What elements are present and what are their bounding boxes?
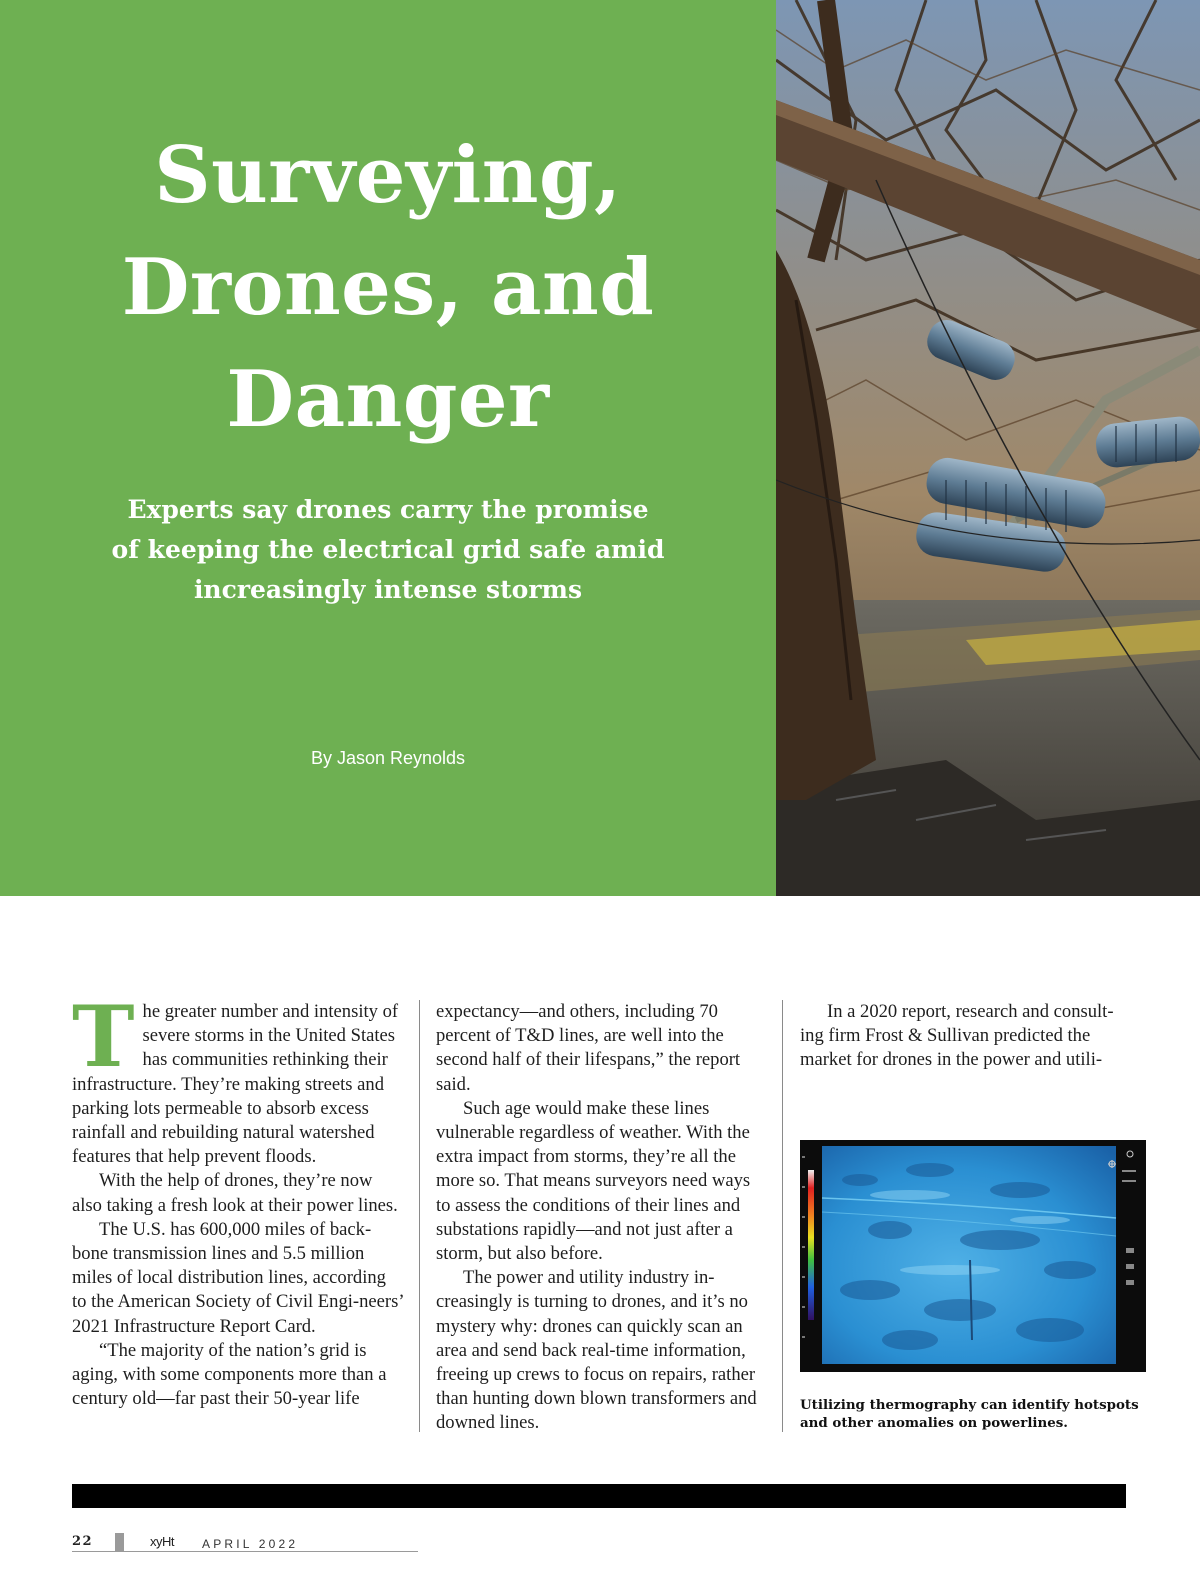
title-line-1: Surveying, bbox=[154, 130, 622, 221]
article-subtitle bbox=[60, 490, 716, 610]
paragraph: With the help of drones, they’re now also taking a fresh look at their power lines. bbox=[72, 1170, 398, 1216]
issue-date: APRIL 2022 bbox=[202, 1537, 299, 1551]
byline: By Jason Reynolds bbox=[310, 748, 466, 768]
column-divider bbox=[419, 1000, 420, 1432]
subtitle-line-3: increasingly intense storms bbox=[193, 575, 583, 604]
paragraph: he greater number and intensity of severe storms in the United States has communities rethinking their infrastructure. They’re making streets and parking lots permeable to absorb excess rainfall and rebuilding natural watershed features that help prevent floods. bbox=[72, 1001, 399, 1168]
dropcap: T bbox=[72, 987, 135, 1086]
paragraph: The power and utility industry in-creasingly is turning to drones, and it’s no mystery why: drones can quickly scan an area and send back real-time information, freeing up crews to focus on repairs, rather than hunting down blown transformers and downed lines. bbox=[436, 1267, 757, 1434]
hero-photo-illustration bbox=[776, 0, 1200, 896]
article-title bbox=[0, 120, 776, 456]
subtitle-line-2: of keeping the electrical grid safe amid bbox=[111, 535, 665, 564]
hero-photo-storm-damaged-power-pole bbox=[776, 0, 1200, 896]
figure-caption: Utilizing thermography can identify hotspots and other anomalies on powerlines. bbox=[800, 1397, 1139, 1431]
paragraph: “The majority of the nation’s grid is aging, with some components more than a century old—far past their 50-year life bbox=[72, 1339, 387, 1410]
paragraph: The U.S. has 600,000 miles of back-bone transmission lines and 5.5 million miles of local distribution lines, according to the American Society of Civil Engi-neers’ 2021 Infrastructure Report Card. bbox=[72, 1218, 404, 1337]
paragraph: In a 2020 report, research and consult-ing firm Frost & Sullivan predicted the market for drones in the power and utili- bbox=[800, 1001, 1114, 1071]
title-line-2: Drones, and bbox=[121, 242, 655, 333]
hero-panel bbox=[0, 0, 776, 896]
folio-rule bbox=[72, 1551, 418, 1552]
paragraph: expectancy—and others, including 70 percent of T&D lines, are well into the second half of their lifespans,” the report said. bbox=[436, 1001, 741, 1095]
folio-divider bbox=[115, 1533, 124, 1551]
subtitle-line-1: Experts say drones carry the promise bbox=[127, 495, 649, 524]
page-number: 22 bbox=[72, 1534, 94, 1549]
footer-bar bbox=[72, 1484, 1126, 1508]
title-line-3: Danger bbox=[226, 354, 550, 445]
article-column-3 bbox=[800, 1000, 1130, 1073]
magazine-name: xyHt bbox=[150, 1534, 174, 1549]
column-divider bbox=[782, 1000, 783, 1432]
article-column-2 bbox=[436, 1000, 766, 1436]
thermal-image-illustration bbox=[800, 1140, 1146, 1372]
article-column-1 bbox=[72, 987, 404, 1411]
paragraph: Such age would make these lines vulnerable regardless of weather. With the extra impact from storms, they’re all the more so. That means surveyors need ways to assess the conditions of their lines and substations rapidly—and not just after a storm, but also before. bbox=[436, 1097, 751, 1265]
thermal-image-powerline bbox=[800, 1140, 1146, 1372]
